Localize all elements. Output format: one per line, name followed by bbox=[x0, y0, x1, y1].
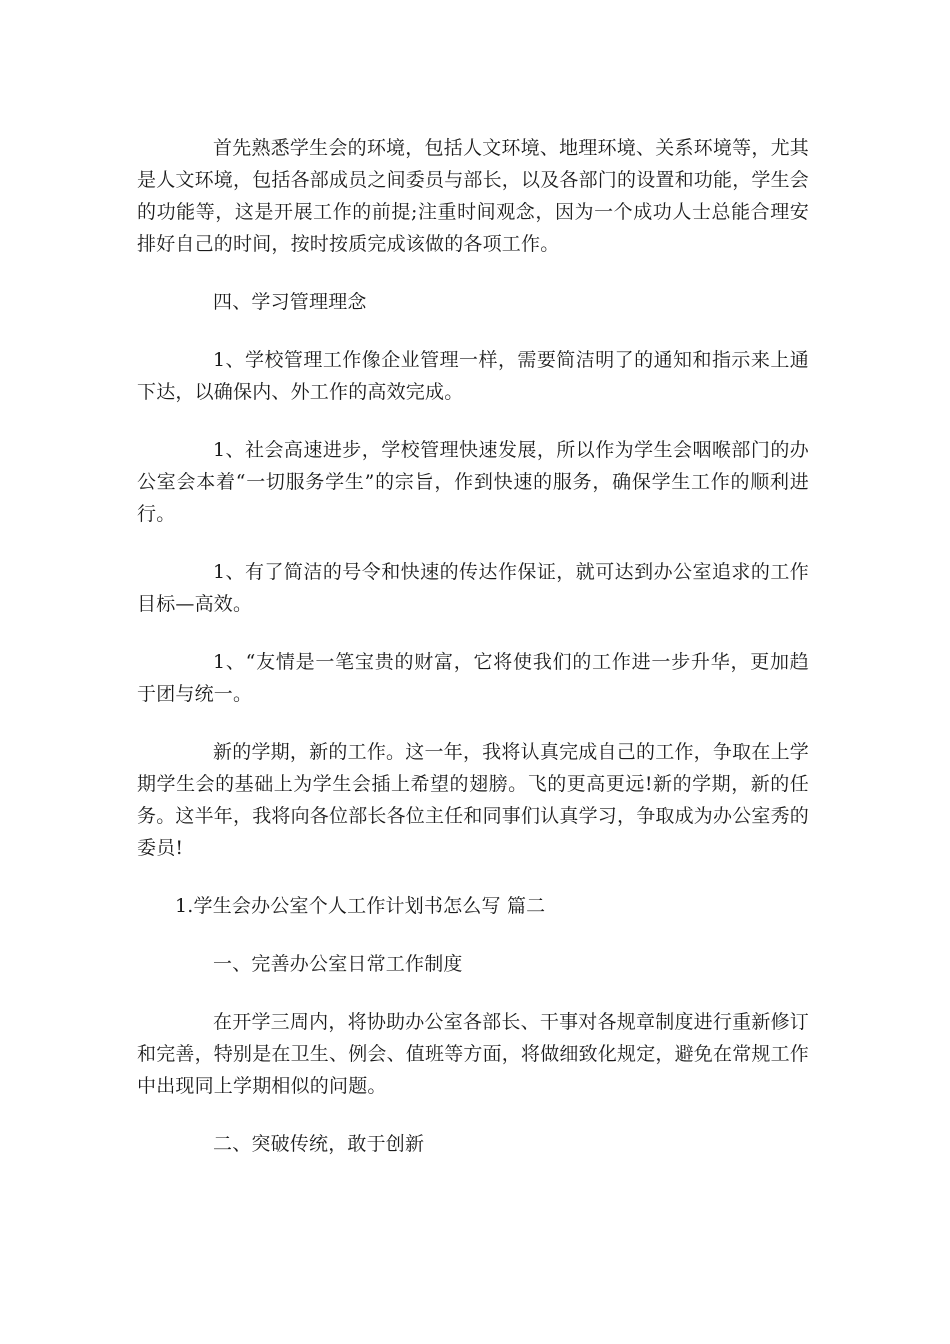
paragraph-point-2: 1、社会高速进步，学校管理快速发展，所以作为学生会咽喉部门的办公室会本着“一切服务学生”的宗旨，作到快速的服务，确保学生工作的顺利进行。 bbox=[137, 439, 809, 525]
paragraph-new-semester: 新的学期，新的工作。这一年，我将认真完成自己的工作，争取在上学期学生会的基础上为学生会插上希望的翅膀。飞的更高更远!新的学期，新的任务。这半年，我将向各位部长各位主任和同事们认真学习，争取成为办公室秀的委员! bbox=[137, 741, 810, 859]
paragraph-intro: 首先熟悉学生会的环境，包括人文环境、地理环境、关系环境等，尤其是人文环境，包括各部成员之间委员与部长，以及各部门的设置和功能，学生会的功能等，这是开展工作的前提;注重时间观念，因为一个成功人士总能合理安排好自己的时间，按时按质完成该做的各项工作。 bbox=[137, 137, 810, 255]
document-body bbox=[137, 132, 809, 1186]
paragraph-revise-rules: 在开学三周内，将协助办公室各部长、干事对各规章制度进行重新修订和完善，特别是在卫生、例会、值班等方面，将做细致化规定，避免在常规工作中出现同上学期相似的问题。 bbox=[137, 1011, 810, 1097]
paragraph-point-3: 1、有了简洁的号令和快速的传达作保证，就可达到办公室追求的工作目标—高效。 bbox=[137, 561, 809, 615]
heading-section-four: 四、学习管理理念 bbox=[213, 291, 367, 313]
section-title-part-two: 1.学生会办公室个人工作计划书怎么写 篇二 bbox=[175, 895, 546, 917]
heading-innovate: 二、突破传统，敢于创新 bbox=[213, 1133, 425, 1155]
paragraph-point-1: 1、学校管理工作像企业管理一样，需要简洁明了的通知和指示来上通下达，以确保内、外工作的高效完成。 bbox=[137, 349, 809, 403]
heading-improve-system: 一、完善办公室日常工作制度 bbox=[213, 953, 463, 975]
paragraph-point-4: 1、“友情是一笔宝贵的财富，它将使我们的工作进一步升华，更加趋于团与统一。 bbox=[137, 651, 809, 705]
